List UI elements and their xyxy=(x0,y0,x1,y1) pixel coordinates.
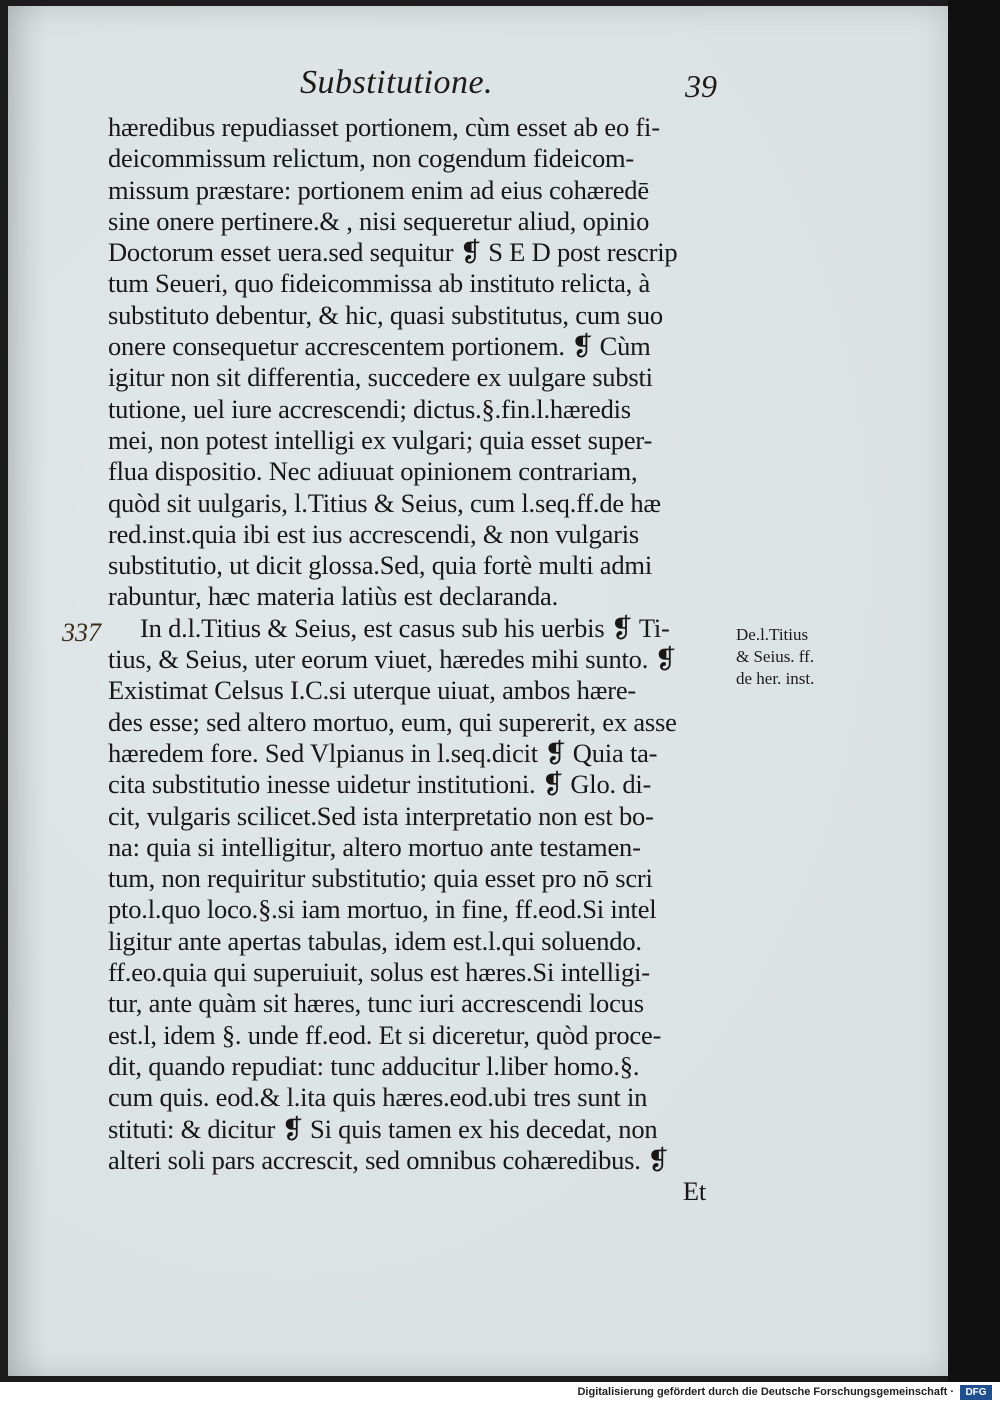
text-line: cita substitutio inesse uidetur institutioni. ❡ Glo. di- xyxy=(108,769,652,800)
text-line: substitutio, ut dicit glossa.Sed, quia fortè multi admi xyxy=(108,550,652,581)
text-line: cum quis. eod.& l.ita quis hæres.eod.ubi tres sunt in xyxy=(108,1082,648,1113)
section-number: 337 xyxy=(62,618,101,647)
text-line: missum præstare: portionem enim ad eius cohæredē xyxy=(108,174,649,205)
text-line: hæredibus repudiasset portionem, cùm esset ab eo fi- xyxy=(108,112,660,142)
text-line: tius, & Seius, uter eorum viuet, hæredes mihi sunto. ❡ xyxy=(108,644,677,675)
text-line: tur, ante quàm sit hæres, tunc iuri accrescendi locus xyxy=(108,988,644,1019)
text-line: est.l, idem §. unde ff.eod. Et si diceretur, quòd proce- xyxy=(108,1019,662,1050)
text-line: quòd sit uulgaris, l.Titius & Seius, cum l.seq.ff.de hæ xyxy=(108,487,661,518)
text-line: red.inst.quia ibi est ius accrescendi, & non vulgaris xyxy=(108,518,640,549)
text-line: flua dispositio. Nec adiuuat opinionem contrariam, xyxy=(108,456,638,487)
text-line: dit, quando repudiat: tunc adducitur l.liber homo.§. xyxy=(108,1050,640,1081)
text-line: Existimat Celsus I.C.si uterque uiuat, ambos hære- xyxy=(108,675,637,706)
text-line: Doctorum esset uera.sed sequitur ❡ S E D post rescrip xyxy=(108,237,678,268)
scan-border xyxy=(948,0,1000,1382)
catchword: Et xyxy=(682,1176,706,1207)
text-line: ff.eo.quia qui superuiuit, solus est hæres.Si intelligi- xyxy=(108,957,650,988)
text-line: substituto debentur, & hic, quasi substitutus, cum suo xyxy=(108,299,663,330)
footer-bar xyxy=(0,1382,1000,1404)
text-line: tum Seueri, quo fideicommissa ab instituto relicta, à xyxy=(108,268,651,299)
margin-note-line: De.l.Titius xyxy=(736,625,809,644)
text-line: mei, non potest intelligi ex vulgari; quia esset super- xyxy=(108,424,653,455)
margin-note-line: de her. inst. xyxy=(736,669,815,688)
text-line: des esse; sed altero mortuo, eum, qui supererit, ex asse xyxy=(108,706,677,737)
funding-credit: Digitalisierung gefördert durch die Deutsche Forschungsgemeinschaft · xyxy=(577,1386,954,1398)
text-line: alteri soli pars accrescit, sed omnibus cohæredibus. ❡ xyxy=(108,1144,670,1175)
margin-note xyxy=(736,624,846,690)
text-line: ligitur ante apertas tabulas, idem est.l.qui soluendo. xyxy=(108,925,642,956)
page-header xyxy=(300,64,740,114)
text-line: In d.l.Titius & Seius, est casus sub his uerbis ❡ Ti- xyxy=(140,612,670,643)
running-title: Substitutione. xyxy=(300,64,494,101)
text-line: rabuntur, hæc materia latiùs est declaranda. xyxy=(108,581,559,612)
text-line: igitur non sit differentia, succedere ex uulgare substi xyxy=(108,362,653,393)
text-line: pto.l.quo loco.§.si iam mortuo, in fine, ff.eod.Si intel xyxy=(108,894,657,925)
text-line: na: quia si intelligitur, altero mortuo ante testamen- xyxy=(108,831,641,862)
page-number: 39 xyxy=(685,68,717,104)
text-line: onere consequetur accrescentem portionem. ❡ Cùm xyxy=(108,331,651,362)
text-line: sine onere pertinere.& , nisi sequeretur aliud, opinio xyxy=(108,205,650,236)
text-line: cit, vulgaris scilicet.Sed ista interpretatio non est bo- xyxy=(108,800,654,831)
text-line: hæredem fore. Sed Vlpianus in l.seq.dicit ❡ Quia ta- xyxy=(108,737,658,768)
text-line: tutione, uel iure accrescendi; dictus.§.fin.l.hæredis xyxy=(108,393,631,424)
dfg-logo: DFG xyxy=(960,1385,992,1400)
text-line: deicommissum relictum, non cogendum fideicom- xyxy=(108,143,635,174)
text-line: stituti: & dicitur ❡ Si quis tamen ex his decedat, non xyxy=(108,1113,658,1144)
margin-note-line: & Seius. ff. xyxy=(736,647,815,666)
body-text xyxy=(108,112,736,1207)
text-line: tum, non requiritur substitutio; quia esset pro nō scri xyxy=(108,863,653,894)
